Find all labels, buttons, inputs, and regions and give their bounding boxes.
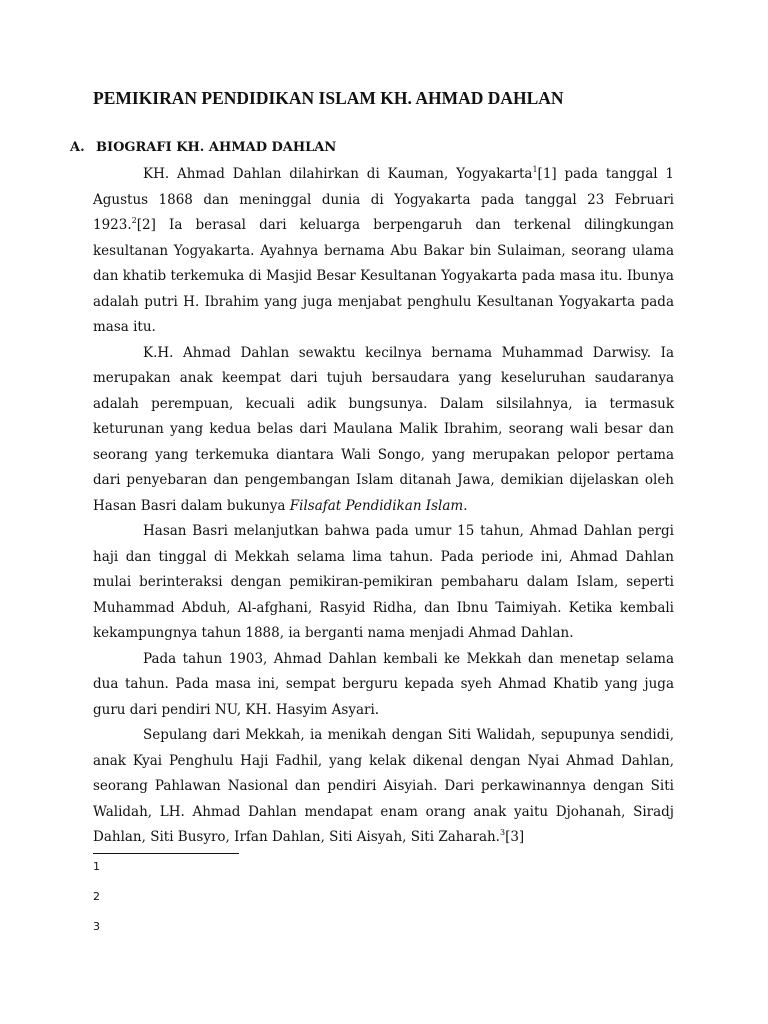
footnote-ref-3[interactable]: 3: [499, 827, 506, 837]
section-number: A.: [70, 140, 85, 155]
footnote-separator: [93, 853, 239, 854]
section-title: BIOGRAFI KH. AHMAD DAHLAN: [96, 140, 337, 155]
paragraph-5: [93, 723, 674, 851]
footnote-3: 3: [93, 920, 100, 933]
paragraph-1-text-b: [1] pada tanggal 1 Agustus 1868 dan meninggal dunia di Yogyakarta pada tanggal 23 Februari 1923.: [93, 166, 674, 233]
paragraph-2-end: .: [463, 497, 468, 514]
paragraph-5-text: Sepulang dari Mekkah, ia menikah dengan Siti Walidah, sepupunya sendidi, anak Kyai Penghulu Haji Fadhil, yang kelak dikenal dengan Nyai Ahmad Dahlan, seorang Pahlawan Nasional dan pendiri Aisyiah. Dari perkawinannya dengan Siti Walidah, LH. Ahmad Dahlan mendapat enam orang anak yaitu Djohanah, Siradj Dahlan, Siti Busyro, Irfan Dahlan, Siti Aisyah, Siti Zaharah.: [93, 727, 674, 845]
paragraph-1-text-a: KH. Ahmad Dahlan dilahirkan di Kauman, Yogyakarta: [143, 166, 533, 182]
footnote-1: 1: [93, 860, 100, 873]
footnote-ref-1[interactable]: 1: [532, 164, 538, 174]
paragraph-3: Hasan Basri melanjutkan bahwa pada umur 15 tahun, Ahmad Dahlan pergi haji dan tinggal di Mekkah selama lima tahun. Pada periode ini, Ahmad Dahlan mulai berinteraksi dengan pemikiran-pemikiran pembaharu dalam Islam, seperti Muhammad Abduh, Al-afghani, Rasyid Ridha, dan Ibnu Taimiyah. Ketika kembali kekampungnya tahun 1888, ia berganti nama menjadi Ahmad Dahlan.: [93, 523, 674, 641]
footnote-2: 2: [93, 890, 100, 903]
paragraph-1-text-c: [2] Ia berasal dari keluarga berpengaruh dan terkenal dilingkungan kesultanan Yogyakarta. Ayahnya bernama Abu Bakar bin Sulaiman, seorang ulama dan khatib terkemuka di Masjid Besar Kesultanan Yogyakarta pada masa itu. Ibunya adalah putri H. Ibrahim yang juga menjabat penghulu Kesultanan Yogyakarta pada masa itu.: [93, 217, 674, 335]
book-title: Filsafat Pendidikan Islam: [289, 497, 464, 514]
document-title: PEMIKIRAN PENDIDIKAN ISLAM KH. AHMAD DAHLAN: [93, 88, 564, 108]
document-body: [93, 162, 674, 851]
section-heading: [70, 140, 336, 155]
paragraph-1: [93, 162, 674, 341]
paragraph-5-ref: [3]: [505, 829, 525, 845]
paragraph-4: Pada tahun 1903, Ahmad Dahlan kembali ke Mekkah dan menetap selama dua tahun. Pada masa ini, sempat berguru kepada syeh Ahmad Khatib yang juga guru dari pendiri NU, KH. Hasyim Asyari.: [93, 650, 674, 718]
paragraph-2-text: K.H. Ahmad Dahlan sewaktu kecilnya bernama Muhammad Darwisy. Ia merupakan anak keempat dari tujuh bersaudara yang keseluruhan saudaranya adalah perempuan, kecuali adik bungsunya. Dalam silsilahnya, ia termasuk keturunan yang kedua belas dari Maulana Malik Ibrahim, seorang wali besar dan seorang yang terkemuka diantara Wali Songo, yang merupakan pelopor pertama dari penyebaran dan pengembangan Islam ditanah Jawa, demikian dijelaskan oleh Hasan Basri dalam bukunya: [93, 344, 674, 514]
paragraph-2: [93, 341, 674, 520]
footnote-ref-2[interactable]: 2: [131, 215, 137, 225]
